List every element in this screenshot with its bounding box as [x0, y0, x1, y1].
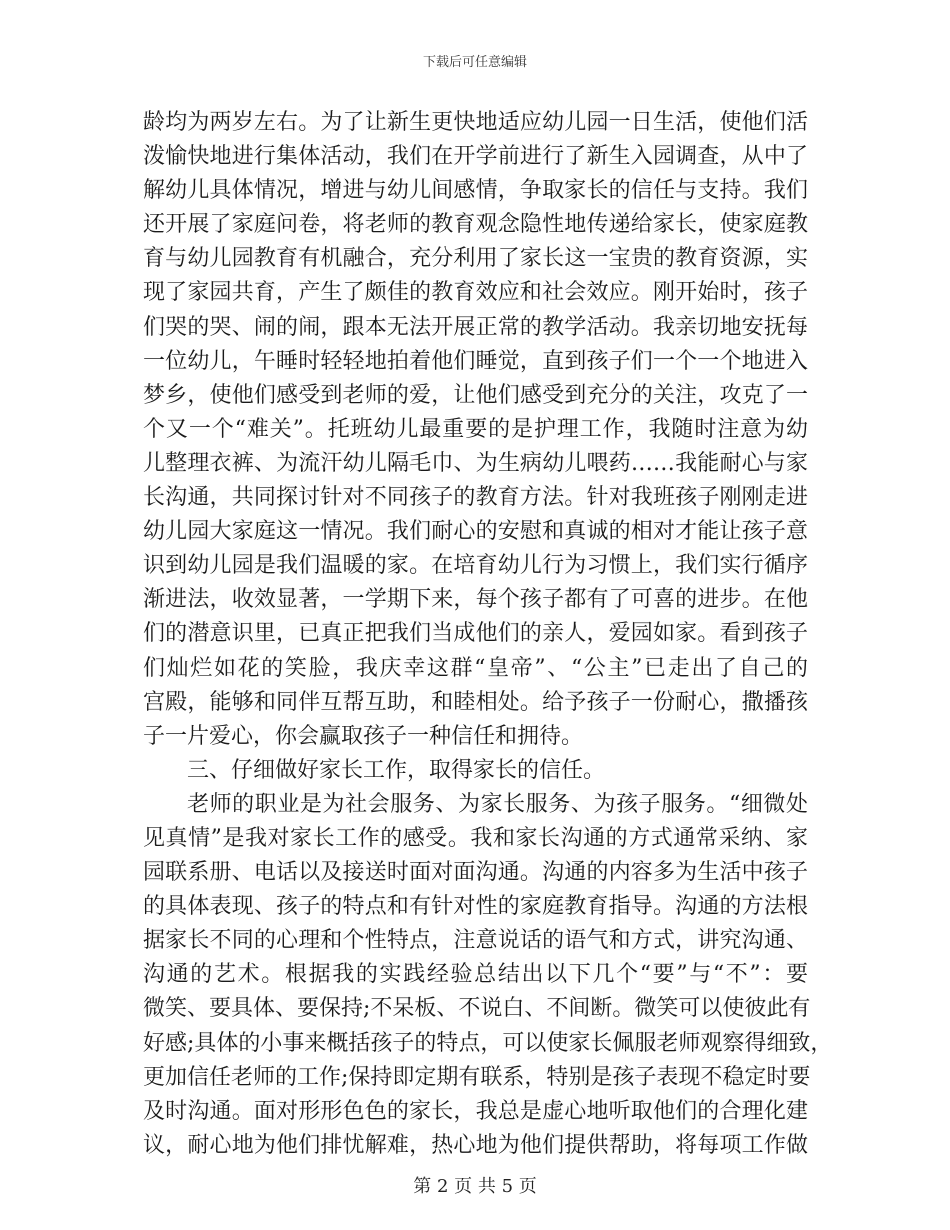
text-line: 龄均为两岁左右。为了让新生更快地适应幼儿园一日生活，使他们活: [143, 110, 808, 135]
text-line: 渐进法，收效显著，一学期下来，每个孩子都有了可喜的进步。在他: [143, 587, 808, 613]
text-line: 育与幼儿园教育有机融合，充分利用了家长这一宝贵的教育资源，实: [143, 246, 808, 272]
text-line: 宫殿，能够和同伴互帮互助，和睦相处。给予孩子一份耐心，撒播孩: [143, 689, 808, 715]
text-line: 据家长不同的心理和个性特点，注意说话的语气和方式，讲究沟通、: [143, 928, 808, 954]
text-line: 园联系册、电话以及接送时面对面沟通。沟通的内容多为生活中孩子: [143, 860, 808, 886]
text-line: 个又一个“难关”。托班幼儿最重要的是护理工作，我随时注意为幼: [143, 416, 808, 442]
text-line: 一位幼儿，午睡时轻轻地拍着他们睡觉，直到孩子们一个一个地进入: [143, 348, 808, 374]
text-line: 梦乡，使他们感受到老师的爱，让他们感受到充分的关注，攻克了一: [143, 382, 808, 408]
text-line: 子一片爱心，你会赢取孩子一种信任和拥待。: [143, 723, 584, 749]
text-line: 长沟通，共同探讨针对不同孩子的教育方法。针对我班孩子刚刚走进: [143, 485, 808, 511]
text-line: 识到幼儿园是我们温暖的家。在培育幼儿行为习惯上，我们实行循序: [143, 553, 808, 579]
text-line: 见真情”是我对家长工作的感受。我和家长沟通的方式通常采纳、家: [143, 825, 808, 851]
text-line: 还开展了家庭问卷，将老师的教育观念隐性地传递给家长，使家庭教: [143, 212, 808, 238]
text-line: 议，耐心地为他们排忧解难，热心地为他们提供帮助，将每项工作做: [143, 1132, 808, 1158]
text-line: 泼愉快地进行集体活动，我们在开学前进行了新生入园调查，从中了: [143, 144, 808, 170]
text-line: 好感;具体的小事来概括孩子的特点，可以使家长佩服老师观察得细致，: [143, 1030, 833, 1056]
page-header: 下载后可任意编辑: [422, 55, 527, 70]
text-line: 儿整理衣裤、为流汗幼儿隔毛巾、为生病幼儿喂药……我能耐心与家: [143, 450, 808, 476]
text-line: 们灿烂如花的笑脸，我庆幸这群“皇帝”、“公主”已走出了自己的: [143, 655, 808, 681]
text-line: 现了家园共育，产生了颇佳的教育效应和社会效应。刚开始时，孩子: [143, 280, 808, 306]
text-line: 更加信任老师的工作;保持即定期有联系，特别是孩子表现不稳定时要: [143, 1064, 811, 1090]
text-line: 的具体表现、孩子的特点和有针对性的家庭教育指导。沟通的方法根: [143, 894, 808, 920]
text-line: 老师的职业是为社会服务、为家长服务、为孩子服务。“细微处: [187, 791, 808, 817]
page-number: 第 2 页 共 5 页: [413, 1176, 537, 1197]
text-line: 们哭的哭、闹的闹，跟本无法开展正常的教学活动。我亲切地安抚每: [143, 314, 808, 340]
text-line: 沟通的艺术。根据我的实践经验总结出以下几个“要”与“不”：要: [143, 962, 808, 988]
text-line: 们的潜意识里，已真正把我们当成他们的亲人，爱园如家。看到孩子: [143, 621, 808, 647]
document-body: [143, 106, 833, 1163]
section-heading: 三、仔细做好家长工作，取得家长的信任。: [187, 757, 606, 783]
text-line: 微笑、要具体、要保持;不呆板、不说白、不间断。微笑可以使彼此有: [143, 996, 811, 1022]
text-line: 幼儿园大家庭这一情况。我们耐心的安慰和真诚的相对才能让孩子意: [143, 519, 808, 545]
text-line: 及时沟通。面对形形色色的家长，我总是虚心地听取他们的合理化建: [143, 1098, 808, 1124]
text-line: 解幼儿具体情况，增进与幼儿间感情，争取家长的信任与支持。我们: [143, 178, 808, 204]
